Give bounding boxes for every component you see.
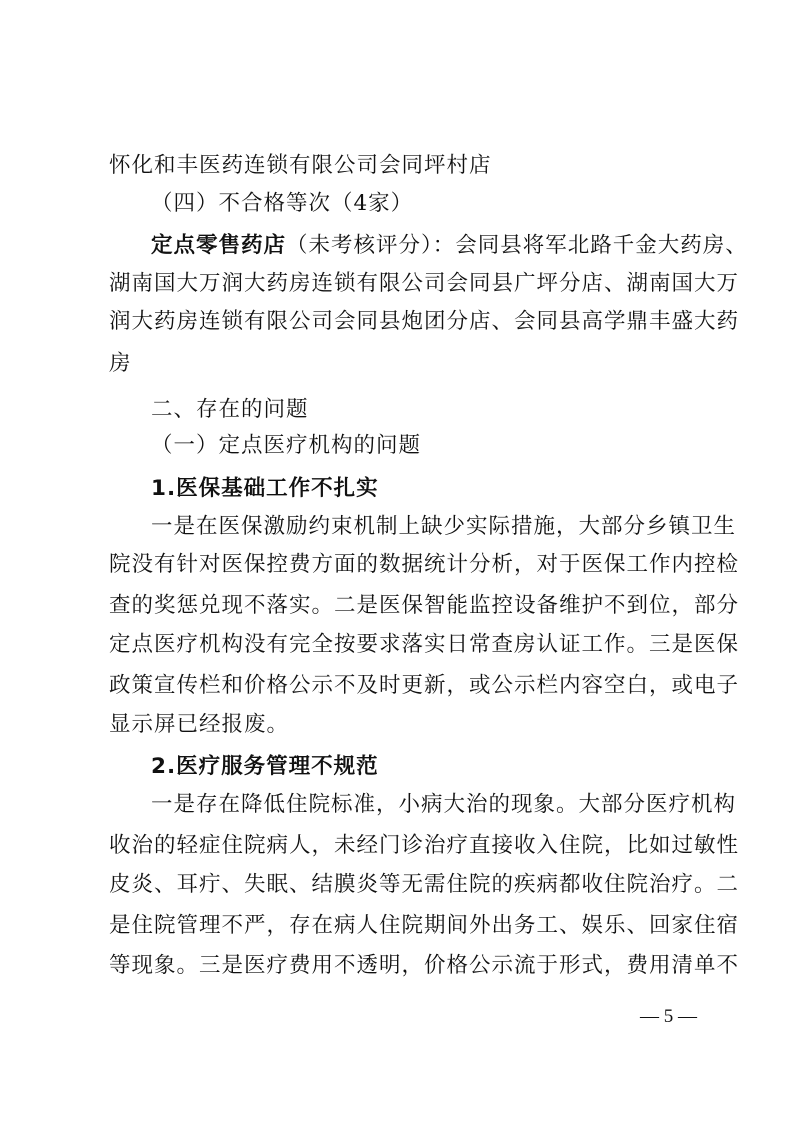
- paragraph-line: 怀化和丰医药连锁有限公司会同坪村店: [109, 153, 492, 178]
- paragraph-line: 皮炎、耳疔、失眠、结膜炎等无需住院的疾病都收住院治疗。二: [109, 872, 740, 897]
- paragraph-line: 显示屏已经报废。: [109, 712, 290, 737]
- bold-lead-text: 定点零售药店: [151, 233, 287, 258]
- subsection-title: 1.医保基础工作不扎实: [151, 476, 379, 501]
- paragraph-line: [151, 230, 748, 262]
- page-number: — 5 —: [640, 1006, 697, 1027]
- paragraph-line: 院没有针对医保控费方面的数据统计分析，对于医保工作内控检: [109, 552, 740, 577]
- paragraph-line: 政策宣传栏和价格公示不及时更新，或公示栏内容空白，或电子: [109, 673, 740, 698]
- paragraph-line: 收治的轻症住院病人，未经门诊治疗直接收入住院，比如过敏性: [109, 833, 740, 858]
- paragraph-text: （未考核评分）：会同县将军北路千金大药房、: [286, 233, 748, 258]
- paragraph-line: 定点医疗机构没有完全按要求落实日常查房认证工作。三是医保: [109, 632, 740, 657]
- paragraph-line: 房: [109, 351, 132, 376]
- paragraph-line: 湖南国大万润大药房连锁有限公司会同县广坪分店、湖南国大万: [109, 271, 740, 296]
- section-heading: 二、存在的问题: [151, 397, 309, 422]
- paragraph-line: 润大药房连锁有限公司会同县炮团分店、会同县高学鼎丰盛大药: [109, 309, 740, 334]
- paragraph-line: 查的奖惩兑现不落实。二是医保智能监控设备维护不到位，部分: [109, 593, 740, 618]
- paragraph-line: 一是存在降低住院标准，小病大治的现象。大部分医疗机构: [151, 792, 737, 817]
- subsection-title: 2.医疗服务管理不规范: [151, 754, 379, 779]
- paragraph-line: 一是在医保激励约束机制上缺少实际措施，大部分乡镇卫生: [151, 514, 737, 539]
- subsection-heading: （一）定点医疗机构的问题: [151, 433, 422, 458]
- paragraph-line: 是住院管理不严，存在病人住院期间外出务工、娱乐、回家住宿: [109, 913, 740, 938]
- paragraph-line: 等现象。三是医疗费用不透明，价格公示流于形式，费用清单不: [109, 953, 740, 978]
- section-heading: （四）不合格等次（4家）: [151, 191, 414, 216]
